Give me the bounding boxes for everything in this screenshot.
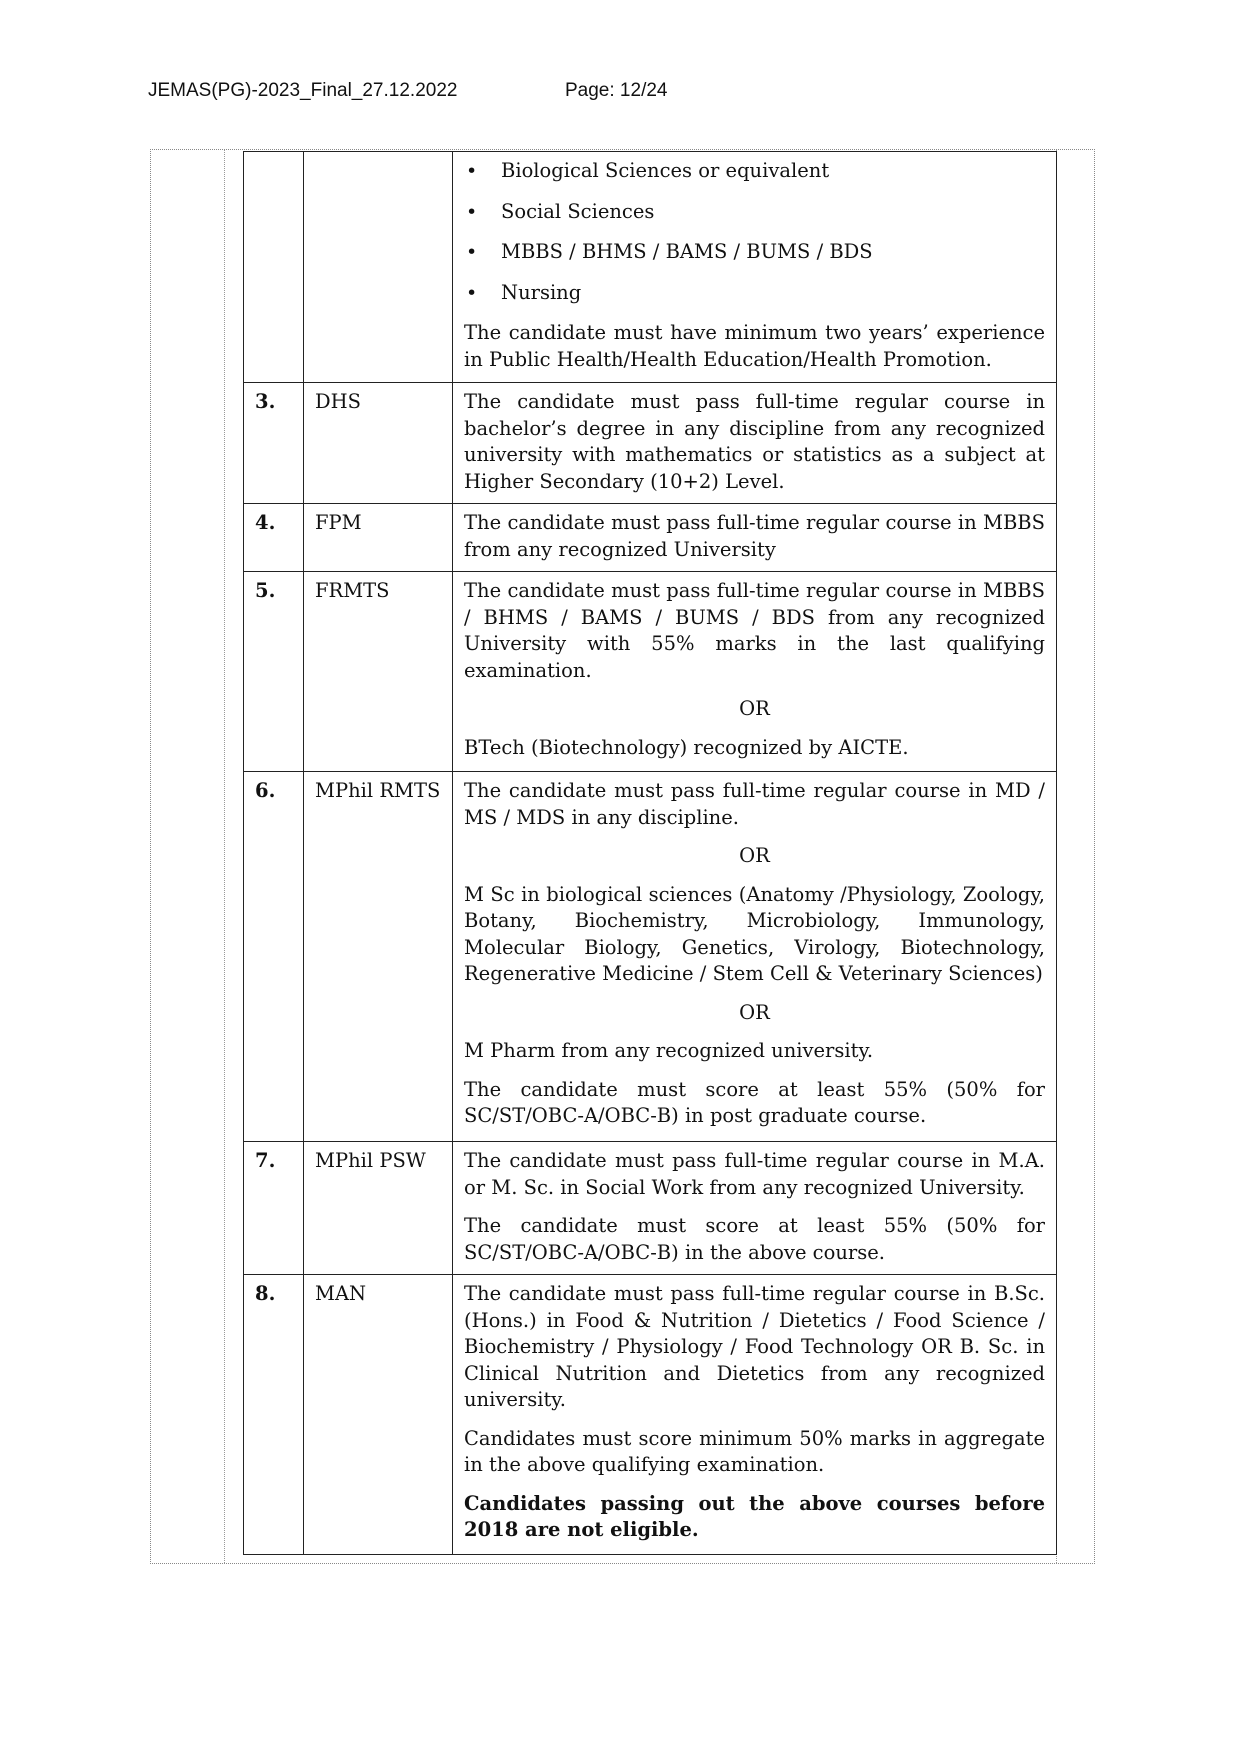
eligibility-text: The candidate must pass full-time regular course in MBBS from any recognized University [464, 511, 1045, 561]
course-code: MPhil PSW [304, 1142, 453, 1275]
course-code: MPhil RMTS [304, 772, 453, 1142]
serial-number: 4. [244, 504, 304, 572]
or-separator: OR [739, 697, 770, 720]
serial-number: 7. [244, 1142, 304, 1275]
serial-cell [244, 152, 304, 383]
page-number: Page: 12/24 [565, 80, 668, 101]
course-code: MAN [304, 1275, 453, 1555]
eligibility-text: M Pharm from any recognized university. [464, 1039, 874, 1062]
eligibility-note: Candidates passing out the above courses before 2018 are not eligible. [464, 1491, 1045, 1541]
course-code: FPM [304, 504, 453, 572]
eligibility-cell [453, 383, 1057, 504]
eligibility-cell [453, 1275, 1057, 1555]
serial-number: 5. [244, 572, 304, 772]
table-row [244, 1275, 1057, 1555]
course-cell [304, 152, 453, 383]
score-requirement: The candidate must score at least 55% (50% for SC/ST/OBC-A/OBC-B) in the above course. [464, 1214, 1045, 1264]
table-row [244, 383, 1057, 504]
score-requirement: The candidate must score at least 55% (50% for SC/ST/OBC-A/OBC-B) in post graduate course. [464, 1077, 1045, 1127]
table-row [244, 1142, 1057, 1275]
eligibility-table [243, 151, 1057, 1555]
score-requirement: Candidates must score minimum 50% marks in aggregate in the above qualifying examination. [464, 1426, 1045, 1476]
eligibility-text: M Sc in biological sciences (Anatomy /Physiology, Zoology, Botany, Biochemistry, Microbiology, Immunology, Molecular Biology, Genetics, Virology, Biotechnology, Regenerative Medicine / Stem Cell & Veterinary Sciences) [464, 882, 1045, 985]
list-item: • MBBS / BHMS / BAMS / BUMS / BDS [464, 239, 1045, 266]
course-code: FRMTS [304, 572, 453, 772]
page-header [148, 80, 848, 110]
serial-number: 3. [244, 383, 304, 504]
eligibility-text: The candidate must pass full-time regular course in bachelor’s degree in any discipline from any recognized university with mathematics or statistics as a subject at Higher Secondary (10+2) Level. [464, 390, 1045, 493]
eligibility-text: The candidate must pass full-time regular course in MD / MS / MDS in any discipline. [464, 779, 1045, 829]
course-code: DHS [304, 383, 453, 504]
frame-divider-left [224, 150, 225, 1563]
table-row [244, 504, 1057, 572]
eligibility-cell [453, 772, 1057, 1142]
eligibility-text: BTech (Biotechnology) recognized by AICTE. [464, 735, 909, 759]
qualification-list [464, 158, 1045, 306]
eligibility-cell [453, 572, 1057, 772]
eligibility-cell [453, 152, 1057, 383]
serial-number: 6. [244, 772, 304, 1142]
document-id: JEMAS(PG)-2023_Final_27.12.2022 [148, 80, 458, 101]
list-item: • Biological Sciences or equivalent [464, 158, 1045, 185]
table-row [244, 152, 1057, 383]
list-item: • Nursing [464, 280, 1045, 307]
serial-number: 8. [244, 1275, 304, 1555]
eligibility-cell [453, 504, 1057, 572]
or-separator: OR [739, 1000, 770, 1024]
table-row [244, 772, 1057, 1142]
list-item: • Social Sciences [464, 199, 1045, 226]
or-separator: OR [739, 844, 770, 867]
eligibility-text: The candidate must pass full-time regular course in B.Sc. (Hons.) in Food & Nutrition / Dietetics / Food Science / Biochemistry / Physiology / Food Technology OR B. Sc. in Clinical Nutrition and Dietetics from any recognized university. [464, 1282, 1045, 1411]
experience-text: The candidate must have minimum two years’ experience in Public Health/Health Education/Health Promotion. [464, 321, 1045, 371]
table-row [244, 572, 1057, 772]
eligibility-text: The candidate must pass full-time regular course in M.A. or M. Sc. in Social Work from any recognized University. [464, 1149, 1045, 1199]
eligibility-text: The candidate must pass full-time regular course in MBBS / BHMS / BAMS / BUMS / BDS from any recognized University with 55% marks in the last qualifying examination. [464, 579, 1045, 682]
eligibility-cell [453, 1142, 1057, 1275]
